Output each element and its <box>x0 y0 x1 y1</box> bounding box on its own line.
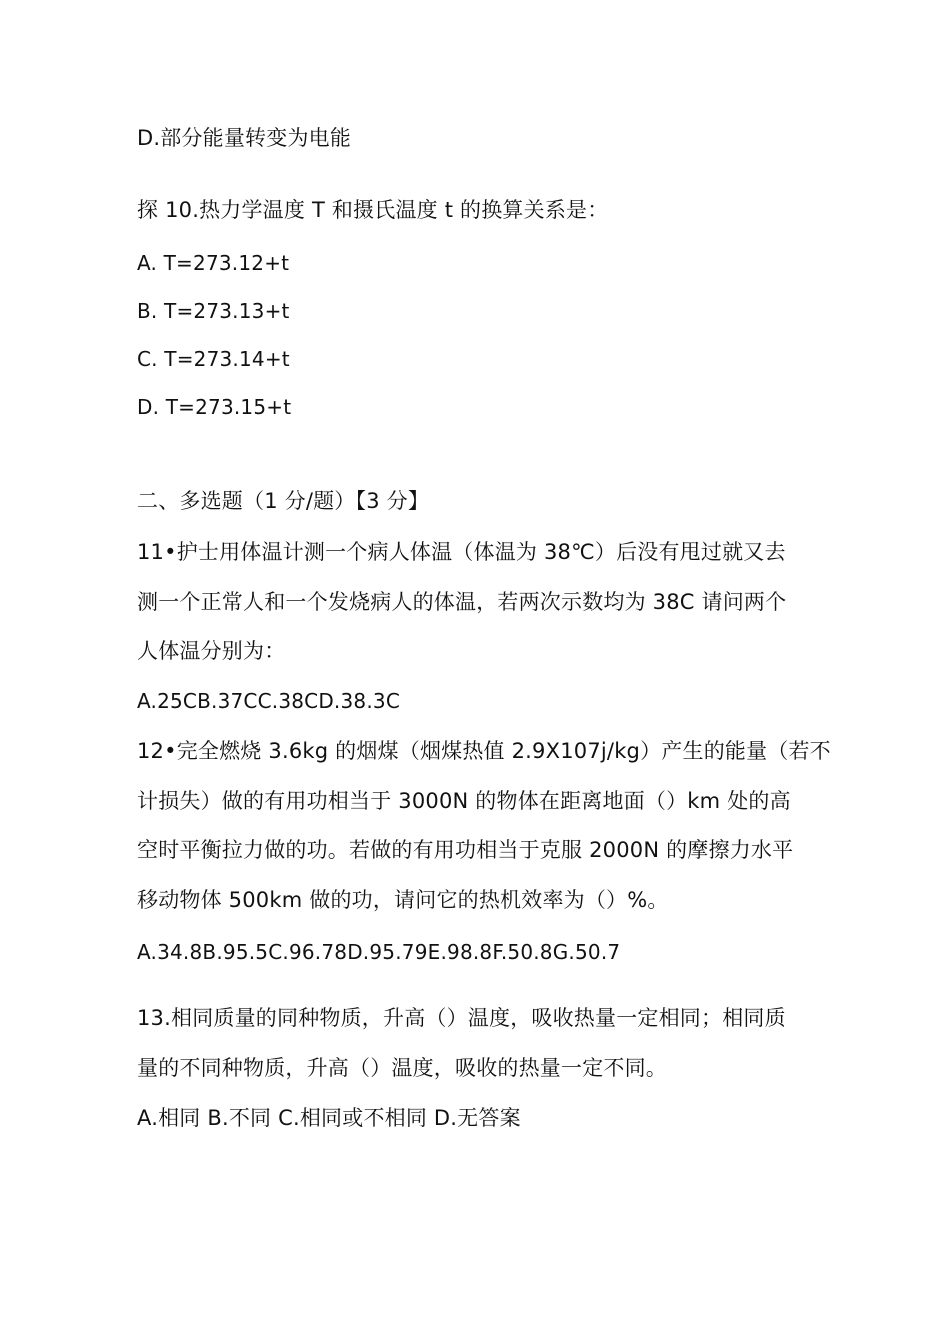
q11-question-line-1: 11•护士用体温计测一个病人体温（体温为 38℃）后没有甩过就又去 <box>137 540 786 564</box>
q12-options: A.34.8B.95.5C.96.78D.95.79E.98.8F.50.8G.50.7 <box>137 940 621 964</box>
q10-option-d: D. T=273.15+t <box>137 395 292 419</box>
q12-question-line-4: 移动物体 500km 做的功，请问它的热机效率为（）%。 <box>137 888 669 912</box>
q11-options: A.25CB.37CC.38CD.38.3C <box>137 689 400 713</box>
q12-question-line-2: 计损失）做的有用功相当于 3000N 的物体在距离地面（）km 处的高 <box>137 789 791 813</box>
q11-question-line-3: 人体温分别为： <box>137 639 286 663</box>
q12-question-line-1: 12•完全燃烧 3.6kg 的烟煤（烟煤热值 2.9X107j/kg）产生的能量（若不 <box>137 739 831 763</box>
q13-options: A.相同 B.不同 C.相同或不相同 D.无答案 <box>137 1106 521 1130</box>
q9-option-d: D.部分能量转变为电能 <box>137 126 352 150</box>
q11-question-line-2: 测一个正常人和一个发烧病人的体温，若两次示数均为 38C 请问两个 <box>137 590 787 614</box>
q10-question: 探 10.热力学温度 T 和摄氏温度 t 的换算关系是： <box>137 198 609 222</box>
q13-question-line-1: 13.相同质量的同种物质，升高（）温度，吸收热量一定相同；相同质 <box>137 1006 786 1030</box>
q13-question-line-2: 量的不同种物质，升高（）温度，吸收的热量一定不同。 <box>137 1056 667 1080</box>
section-heading-multiple-choice: 二、多选题（1 分/题）【3 分】 <box>137 489 430 513</box>
q10-option-b: B. T=273.13+t <box>137 299 290 323</box>
q12-question-line-3: 空时平衡拉力做的功。若做的有用功相当于克服 2000N 的摩擦力水平 <box>137 838 794 862</box>
q10-option-c: C. T=273.14+t <box>137 347 290 371</box>
q10-option-a: A. T=273.12+t <box>137 251 290 275</box>
